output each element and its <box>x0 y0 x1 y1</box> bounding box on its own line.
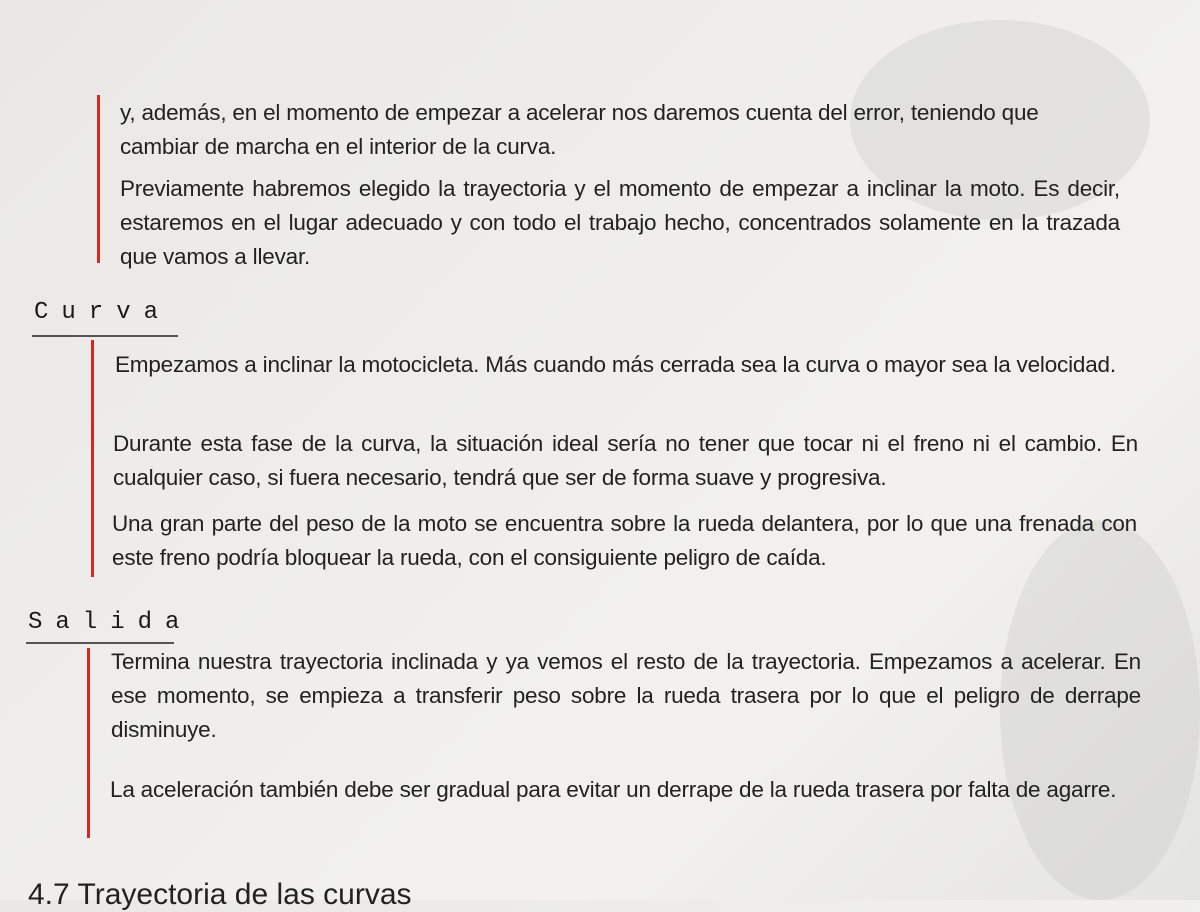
intro-accent-bar <box>97 95 100 263</box>
intro-paragraph-2: Previamente habremos elegido la trayectoria y el momento de empezar a inclinar la moto. Es decir, estaremos en el lugar adecuado y con todo el trabajo hecho, concentrados solamente en la trazada que vamos a llevar. <box>120 176 1120 269</box>
salida-paragraph-2: La aceleración también debe ser gradual para evitar un derrape de la rueda trasera por falta de agarre. <box>110 777 1117 802</box>
heading-underline <box>26 642 174 644</box>
salida-accent-bar <box>87 648 90 838</box>
salida-paragraph-1: Termina nuestra trayectoria inclinada y ya vemos el resto de la trayectoria. Empezamos a acelerar. En ese momento, se empieza a transferir peso sobre la rueda trasera por lo que el peligro de derrape disminuye. <box>111 649 1141 742</box>
curva-paragraph-2: Durante esta fase de la curva, la situación ideal sería no tener que tocar ni el freno ni el cambio. En cualquier caso, si fuera necesario, tendrá que ser de forma suave y progresiva. <box>113 431 1138 490</box>
section-heading-curva: Curva <box>34 299 172 326</box>
curva-accent-bar <box>91 340 94 577</box>
chapter-heading: 4.7 Trayectoria de las curvas <box>28 878 412 911</box>
curva-paragraph-3: Una gran parte del peso de la moto se encuentra sobre la rueda delantera, por lo que una frenada con este freno podría bloquear la rueda, con el consiguiente peligro de caída. <box>112 511 1137 570</box>
heading-underline <box>32 335 178 337</box>
section-heading-salida: Salida <box>28 609 193 636</box>
intro-paragraph-1: y, además, en el momento de empezar a acelerar nos daremos cuenta del error, teniendo que cambiar de marcha en el interior de la curva. <box>120 100 1039 159</box>
curva-paragraph-1: Empezamos a inclinar la motocicleta. Más cuando más cerrada sea la curva o mayor sea la velocidad. <box>115 352 1116 377</box>
